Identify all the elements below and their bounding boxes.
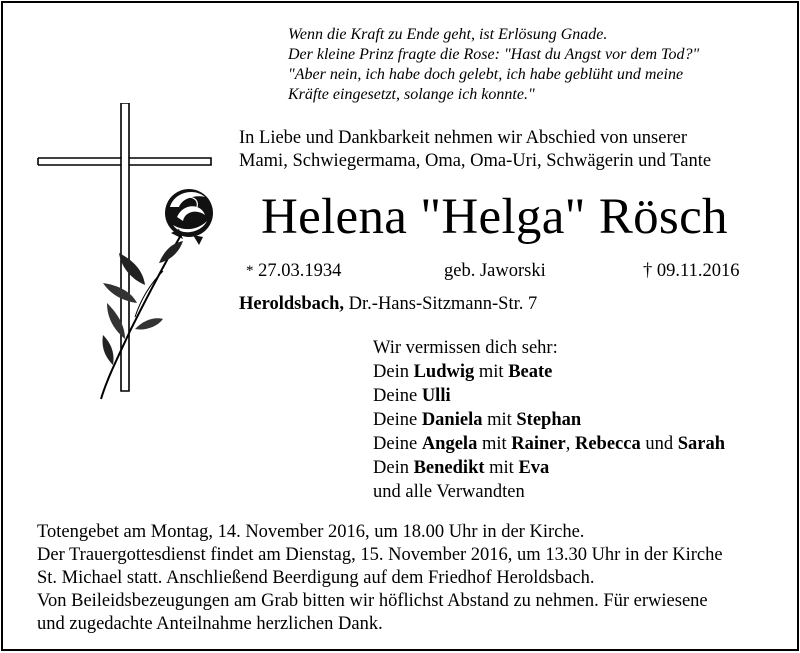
mourner-text: Dein bbox=[373, 458, 409, 478]
mourner-name: Sarah bbox=[677, 434, 725, 454]
death-date-value: 09.11.2016 bbox=[656, 261, 740, 281]
mourner-name: Ludwig bbox=[413, 362, 475, 382]
mourner-name: Rebecca bbox=[574, 434, 641, 454]
mourner-name: Eva bbox=[518, 458, 550, 478]
mourner-name: Angela bbox=[421, 434, 478, 454]
birth-date-value: 27.03.1934 bbox=[258, 261, 342, 281]
mourner-text: , bbox=[565, 434, 571, 454]
service-line: St. Michael statt. Anschließend Beerdigung auf dem Friedhof Heroldsbach. bbox=[37, 568, 595, 588]
mourners-list bbox=[373, 336, 725, 504]
cross-with-rose-icon bbox=[33, 103, 223, 403]
birth-date bbox=[246, 259, 341, 283]
dagger-icon: † bbox=[643, 261, 653, 281]
mourner-name: Ulli bbox=[421, 386, 451, 406]
mourners-closing: und alle Verwandten bbox=[373, 482, 525, 502]
service-line: Totengebet am Montag, 14. November 2016, um 18.00 Uhr in der Kirche. bbox=[37, 522, 585, 542]
mourner-name: Stephan bbox=[516, 410, 582, 430]
quote-line: Kräfte eingesetzt, solange ich konnte." bbox=[288, 86, 535, 103]
death-date bbox=[643, 259, 739, 283]
poem-quote bbox=[288, 25, 699, 105]
mourner-text: Deine bbox=[373, 410, 418, 430]
mourner-name: Beate bbox=[508, 362, 553, 382]
farewell-intro bbox=[239, 127, 711, 173]
mourner-text: Deine bbox=[373, 386, 418, 406]
address-street: Dr.-Hans-Sitzmann-Str. 7 bbox=[348, 294, 538, 314]
mourner-text: mit bbox=[481, 434, 507, 454]
quote-line: "Aber nein, ich habe doch gelebt, ich habe geblüht und meine bbox=[288, 66, 684, 83]
mourner-name: Rainer bbox=[511, 434, 566, 454]
mourner-text: mit bbox=[487, 410, 512, 430]
service-details bbox=[37, 521, 723, 636]
quote-line: Wenn die Kraft zu Ende geht, ist Erlösung Gnade. bbox=[288, 26, 608, 43]
star-icon: * bbox=[246, 263, 254, 279]
quote-line: Der kleine Prinz fragte die Rose: "Hast du Angst vor dem Tod?" bbox=[288, 46, 700, 63]
mourner-name: Daniela bbox=[421, 410, 483, 430]
intro-line: Mami, Schwiegermama, Oma, Oma-Uri, Schwägerin und Tante bbox=[239, 151, 712, 171]
obituary-notice bbox=[1, 1, 799, 651]
mourner-line bbox=[373, 384, 725, 408]
mourner-line bbox=[373, 408, 725, 432]
mourner-text: und bbox=[645, 434, 674, 454]
mourner-line bbox=[373, 360, 725, 384]
intro-line: In Liebe und Dankbarkeit nehmen wir Abschied von unserer bbox=[239, 128, 687, 148]
service-line: Von Beileidsbezeugungen am Grab bitten wir höflichst Abstand zu nehmen. Für erwiesene bbox=[37, 591, 708, 611]
deceased-name: Helena "Helga" Rösch bbox=[261, 189, 728, 245]
maiden-name: geb. Jaworski bbox=[444, 261, 546, 281]
service-line: Der Trauergottesdienst findet am Dienstag, 15. November 2016, um 13.30 Uhr in der Kirche bbox=[37, 545, 723, 565]
address bbox=[239, 292, 537, 316]
mourner-name: Benedikt bbox=[413, 458, 485, 478]
mourner-text: mit bbox=[489, 458, 514, 478]
mourner-text: Deine bbox=[373, 434, 418, 454]
mourners-heading: Wir vermissen dich sehr: bbox=[373, 338, 558, 358]
mourner-text: mit bbox=[478, 362, 504, 382]
mourner-text: Dein bbox=[373, 362, 409, 382]
service-line: und zugedachte Anteilnahme herzlichen Dank. bbox=[37, 614, 383, 634]
address-town: Heroldsbach, bbox=[239, 294, 345, 314]
mourner-line bbox=[373, 456, 725, 480]
mourner-line bbox=[373, 432, 725, 456]
